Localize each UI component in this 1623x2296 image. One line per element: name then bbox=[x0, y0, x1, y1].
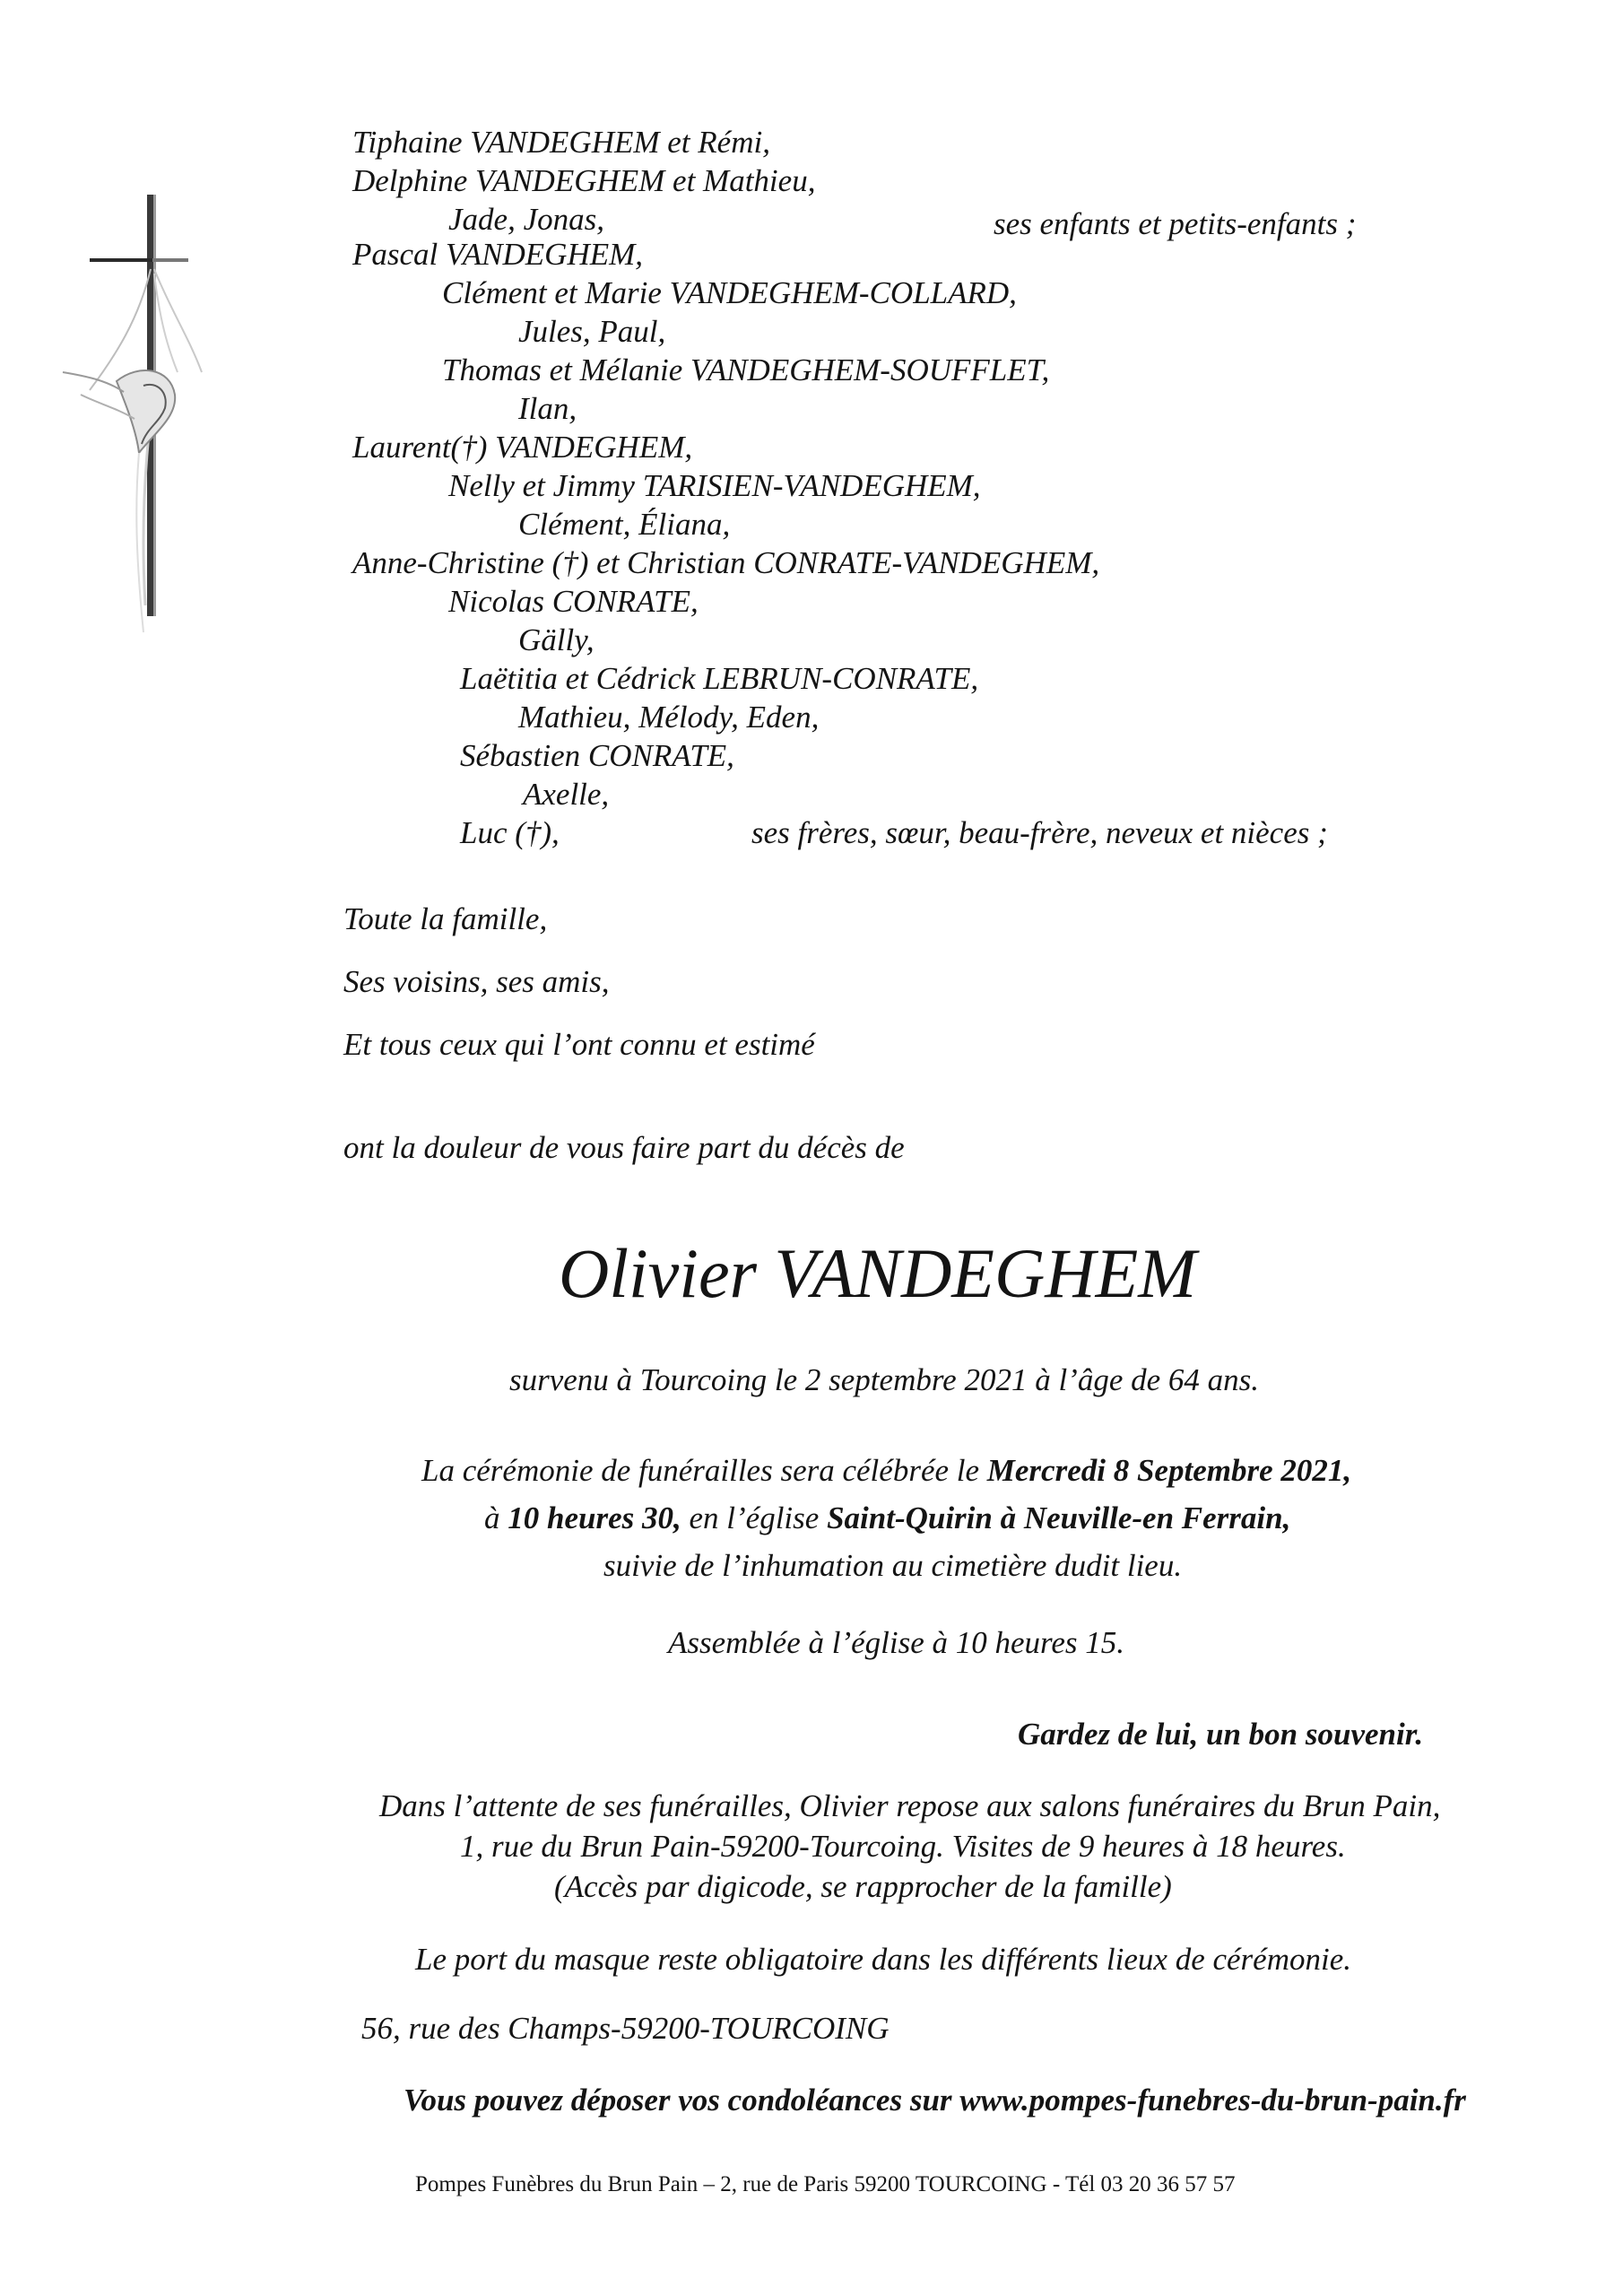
ceremony-line-2: à 10 heures 30, en l’église Saint-Quirin à Neuville-en Ferrain, bbox=[484, 1500, 1291, 1535]
visitation-line: Dans l’attente de ses funérailles, Olivier repose aux salons funéraires du Brun Pain, bbox=[379, 1788, 1441, 1823]
family-line: Ses voisins, ses amis, bbox=[343, 964, 610, 999]
family-line: Sébastien CONRATE, bbox=[460, 738, 734, 773]
family-line: Axelle, bbox=[523, 777, 610, 812]
family-line: Gälly, bbox=[518, 622, 595, 657]
condolences-notice: Vous pouvez déposer vos condoléances sur www.pompes-funebres-du-brun-pain.fr bbox=[404, 2083, 1466, 2118]
funeral-home-footer: Pompes Funèbres du Brun Pain – 2, rue de Paris 59200 TOURCOING - Tél 03 20 36 57 57 bbox=[415, 2172, 1236, 2196]
family-line: Ilan, bbox=[518, 391, 577, 426]
visitation-line: 1, rue du Brun Pain-59200-Tourcoing. Visites de 9 heures à 18 heures. bbox=[460, 1829, 1346, 1864]
family-line: Clément, Éliana, bbox=[518, 507, 731, 542]
family-line: Anne-Christine (†) et Christian CONRATE-VANDEGHEM, bbox=[352, 545, 1100, 580]
mask-notice: Le port du masque reste obligatoire dans les différents lieux de cérémonie. bbox=[415, 1942, 1351, 1977]
family-line: Nelly et Jimmy TARISIEN-VANDEGHEM, bbox=[448, 468, 981, 503]
memory-quote: Gardez de lui, un bon souvenir. bbox=[1018, 1717, 1424, 1752]
family-line: Tiphaine VANDEGHEM et Rémi, bbox=[352, 125, 770, 160]
cross-with-calla-lily-icon bbox=[54, 184, 224, 704]
family-line: Toute la famille, bbox=[343, 901, 548, 936]
family-line: Nicolas CONRATE, bbox=[448, 584, 699, 619]
family-relation: ses enfants et petits-enfants ; bbox=[994, 206, 1357, 241]
family-line: Laurent(†) VANDEGHEM, bbox=[352, 430, 693, 465]
family-relation: ses frères, sœur, beau-frère, neveux et nièces ; bbox=[751, 815, 1328, 850]
family-line: Clément et Marie VANDEGHEM-COLLARD, bbox=[442, 275, 1017, 310]
ceremony-line-1: La cérémonie de funérailles sera célébrée le Mercredi 8 Septembre 2021, bbox=[421, 1453, 1352, 1488]
family-line: Jade, Jonas, bbox=[448, 202, 604, 237]
family-line: Thomas et Mélanie VANDEGHEM-SOUFFLET, bbox=[442, 352, 1050, 387]
death-notice: survenu à Tourcoing le 2 septembre 2021 à l’âge de 64 ans. bbox=[509, 1362, 1260, 1397]
announcement-text: ont la douleur de vous faire part du décès de bbox=[343, 1130, 905, 1165]
family-line: Laëtitia et Cédrick LEBRUN-CONRATE, bbox=[460, 661, 979, 696]
family-line: Et tous ceux qui l’ont connu et estimé bbox=[343, 1027, 815, 1062]
ceremony-line-3: suivie de l’inhumation au cimetière dudit lieu. bbox=[603, 1548, 1183, 1583]
assembly-notice: Assemblée à l’église à 10 heures 15. bbox=[668, 1625, 1125, 1660]
family-line: Delphine VANDEGHEM et Mathieu, bbox=[352, 163, 816, 198]
family-line: Pascal VANDEGHEM, bbox=[352, 237, 644, 272]
deceased-name: Olivier VANDEGHEM bbox=[559, 1234, 1197, 1312]
family-address: 56, rue des Champs-59200-TOURCOING bbox=[361, 2011, 890, 2046]
family-line: Mathieu, Mélody, Eden, bbox=[518, 700, 820, 735]
family-line: Luc (†), bbox=[460, 815, 560, 850]
visitation-line: (Accès par digicode, se rapprocher de la famille) bbox=[554, 1869, 1172, 1904]
family-line: Jules, Paul, bbox=[518, 314, 666, 349]
